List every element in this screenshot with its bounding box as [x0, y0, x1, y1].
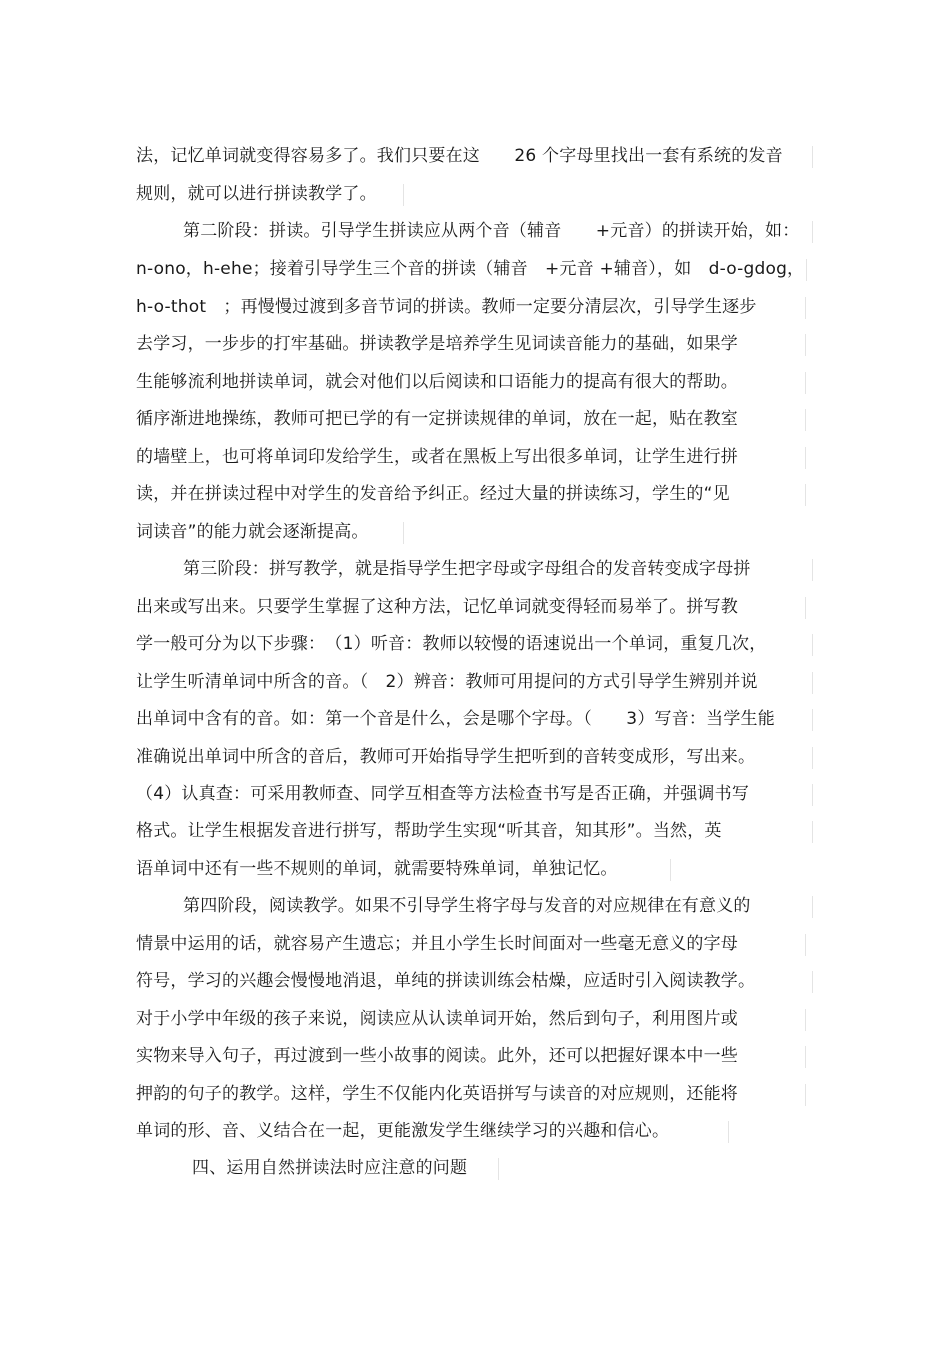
box-edge: [805, 1046, 806, 1068]
box-edge: [812, 559, 813, 581]
box-edge: [812, 634, 813, 656]
box-edge: [812, 784, 813, 806]
box-edge: [812, 709, 813, 731]
text-line: 第三阶段：拼写教学，就是指导学生把字母或字母组合的发音转变成字母拼: [183, 559, 751, 579]
text-line: h-o-thot ；再慢慢过渡到多音节词的拼读。教师一定要分清层次，引导学生逐步: [136, 297, 757, 317]
box-edge: [812, 896, 813, 918]
text-line: 规则，就可以进行拼读教学了。: [136, 184, 377, 204]
text-line: 生能够流利地拼读单词，就会对他们以后阅读和口语能力的提高有很大的帮助。: [136, 372, 738, 392]
text-line: 学一般可分为以下步骤： （1）听音：教师以较慢的语速说出一个单词，重复几次，: [136, 634, 767, 654]
box-edge: [805, 1084, 806, 1106]
box-edge: [805, 934, 806, 956]
text-line: 格式。让学生根据发音进行拼写，帮助学生实现“听其音，知其形”。当然，英: [136, 821, 722, 841]
section-heading: 四、运用自然拼读法时应注意的问题: [192, 1158, 468, 1178]
box-edge: [670, 859, 671, 881]
text-line: 押韵的句子的教学。这样，学生不仅能内化英语拼写与读音的对应规则，还能将: [136, 1084, 738, 1104]
box-edge: [812, 971, 813, 993]
box-edge: [812, 221, 813, 243]
box-edge: [805, 409, 806, 431]
box-edge: [812, 821, 813, 843]
box-edge: [728, 1121, 729, 1143]
text-line: 单词的形、音、义结合在一起，更能激发学生继续学习的兴趣和信心。: [136, 1121, 670, 1141]
box-edge: [403, 184, 404, 206]
text-line: 情景中运用的话，就容易产生遗忘；并且小学生长时间面对一些毫无意义的字母: [136, 934, 738, 954]
text-line: 循序渐进地操练，教师可把已学的有一定拼读规律的单词，放在一起，贴在教室: [136, 409, 738, 429]
box-edge: [812, 672, 813, 694]
box-edge: [812, 747, 813, 769]
text-line: 读，并在拼读过程中对学生的发音给予纠正。经过大量的拼读练习，学生的“见: [136, 484, 730, 504]
box-edge: [403, 522, 404, 544]
text-line: 符号，学习的兴趣会慢慢地消退，单纯的拼读训练会枯燥，应适时引入阅读教学。: [136, 971, 756, 991]
text-line: n-ono，h-ehe；接着引导学生三个音的拼读（辅音 +元音 +辅音），如 d-o-gdog，: [136, 259, 805, 279]
box-edge: [805, 334, 806, 356]
text-line: 实物来导入句子，再过渡到一些小故事的阅读。此外，还可以把握好课本中一些: [136, 1046, 738, 1066]
box-edge: [805, 297, 806, 319]
text-line: 让学生听清单词中所含的音。（ 2）辨音：教师可用提问的方式引导学生辨别并说: [136, 672, 758, 692]
box-edge: [498, 1158, 499, 1180]
box-edge: [812, 146, 813, 168]
box-edge: [805, 1009, 806, 1031]
box-edge: [805, 597, 806, 619]
box-edge: [805, 447, 806, 469]
text-line: 第二阶段：拼读。引导学生拼读应从两个音（辅音 +元音）的拼读开始，如：: [183, 221, 800, 241]
text-line: 去学习，一步步的打牢基础。拼读教学是培养学生见词读音能力的基础，如果学: [136, 334, 738, 354]
text-line: （4）认真查：可采用教师查、同学互相查等方法检查书写是否正确，并强调书写: [136, 784, 750, 804]
text-line: 的墙壁上，也可将单词印发给学生，或者在黑板上写出很多单词，让学生进行拼: [136, 447, 738, 467]
box-edge: [806, 259, 807, 281]
text-line: 法，记忆单词就变得容易多了。我们只要在这 26 个字母里找出一套有系统的发音: [136, 146, 783, 166]
text-line: 语单词中还有一些不规则的单词，就需要特殊单词，单独记忆。: [136, 859, 618, 879]
text-line: 第四阶段，阅读教学。如果不引导学生将字母与发音的对应规律在有意义的: [183, 896, 751, 916]
text-line: 词读音”的能力就会逐渐提高。: [136, 522, 369, 542]
text-line: 准确说出单词中所含的音后，教师可开始指导学生把听到的音转变成形，写出来。: [136, 747, 756, 767]
box-edge: [805, 372, 806, 394]
box-edge: [805, 484, 806, 506]
text-line: 对于小学中年级的孩子来说，阅读应从认读单词开始，然后到句子，利用图片或: [136, 1009, 738, 1029]
text-line: 出来或写出来。只要学生掌握了这种方法，记忆单词就变得轻而易举了。拼写教: [136, 597, 738, 617]
text-line: 出单词中含有的音。如：第一个音是什么，会是哪个字母。（ 3）写音：当学生能: [136, 709, 775, 729]
